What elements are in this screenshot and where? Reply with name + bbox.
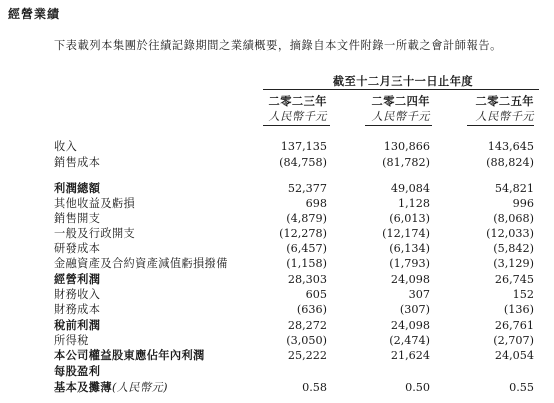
- cell-value-2025: 0.55: [509, 381, 534, 394]
- row-label: [54, 256, 228, 271]
- row-label-text: 銷售成本: [54, 156, 101, 169]
- cell-value-2023: (3,050): [286, 334, 327, 347]
- cell-value-2024: 1,128: [397, 197, 430, 210]
- cell-value-2025: 26,745: [494, 273, 534, 286]
- row-label-text: 基本及攤薄: [54, 380, 112, 394]
- row-label: [54, 364, 100, 379]
- table-row-selling-expenses: [54, 211, 534, 226]
- table-row-revenue: [54, 139, 534, 154]
- cell-value-2025: 24,054: [494, 349, 534, 362]
- row-label-text: 財務成本: [54, 303, 101, 316]
- cell-value-2024: (1,793): [389, 257, 430, 270]
- cell-value-2023: 0.58: [302, 381, 327, 394]
- cell-value-2025: (136): [503, 303, 534, 316]
- row-label: [54, 380, 168, 395]
- cell-value-2023: 137,135: [280, 140, 327, 153]
- year-header-2024: 二零二四年: [371, 94, 430, 108]
- cell-value-2024: (12,174): [382, 227, 430, 240]
- table-row-eps-heading: [54, 364, 534, 379]
- table-row-rd-costs: [54, 241, 534, 256]
- cell-value-2024: 24,098: [390, 319, 430, 332]
- row-label: [54, 155, 100, 170]
- table-row-profit-before-tax: [54, 318, 534, 333]
- cell-value-2025: 26,761: [494, 319, 534, 332]
- table-row-operating-profit: [54, 272, 534, 287]
- column-rule-2024: [365, 125, 432, 126]
- cell-value-2025: 152: [512, 288, 534, 301]
- unit-header-2023: 人民幣千元: [268, 110, 327, 123]
- cell-value-2023: 25,222: [287, 349, 327, 362]
- cell-value-2025: (5,842): [493, 242, 534, 255]
- section-title: 經營業績: [8, 7, 61, 21]
- row-label-text: 財務收入: [54, 288, 101, 301]
- column-rule-2025: [467, 125, 534, 126]
- unit-header-2024: 人民幣千元: [371, 110, 430, 123]
- cell-value-2024: (81,782): [382, 156, 430, 169]
- cell-value-2025: 143,645: [487, 140, 534, 153]
- row-label: [54, 211, 100, 226]
- column-rule-2023: [263, 125, 330, 126]
- period-header: 截至十二月三十一日止年度: [332, 74, 474, 88]
- row-label-text: 銷售開支: [54, 212, 101, 225]
- cell-value-2024: (6,134): [389, 242, 430, 255]
- row-label: [54, 287, 100, 302]
- row-label: [54, 181, 100, 196]
- row-label: [54, 333, 89, 348]
- table-row-finance-costs: [54, 302, 534, 317]
- row-label-text: 金融資產及合約資產減值虧損撥備: [54, 257, 228, 270]
- row-label-text: 收入: [54, 140, 78, 153]
- row-label-text: 經營利潤: [54, 272, 101, 286]
- unit-header-2025: 人民幣千元: [475, 110, 534, 123]
- cell-value-2023: 28,303: [287, 273, 327, 286]
- row-label: [54, 241, 100, 256]
- row-label-text: 研發成本: [54, 242, 101, 255]
- row-label: [54, 196, 135, 211]
- cell-value-2025: (88,824): [486, 156, 534, 169]
- row-label: [54, 226, 135, 241]
- cell-value-2023: (636): [296, 303, 327, 316]
- cell-value-2024: (6,013): [389, 212, 430, 225]
- row-label: [54, 272, 100, 287]
- cell-value-2024: 0.50: [405, 381, 430, 394]
- cell-value-2024: 49,084: [390, 182, 430, 195]
- row-label: [54, 318, 100, 333]
- row-label-text: 本公司權益股東應佔年內利潤: [54, 348, 205, 362]
- cell-value-2025: (8,068): [493, 212, 534, 225]
- table-row-other-gains-losses: [54, 196, 534, 211]
- table-row-impairment-provision: [54, 256, 534, 271]
- row-label-text: 利潤總額: [54, 181, 101, 195]
- cell-value-2025: (3,129): [493, 257, 534, 270]
- row-label: [54, 139, 77, 154]
- table-row-finance-income: [54, 287, 534, 302]
- cell-value-2023: 28,272: [287, 319, 327, 332]
- cell-value-2023: (4,879): [286, 212, 327, 225]
- table-row-profit-attributable: [54, 348, 534, 363]
- row-label-text: 每股盈利: [54, 364, 101, 378]
- row-label: [54, 302, 100, 317]
- year-header-2025: 二零二五年: [475, 94, 534, 108]
- year-header-2023: 二零二三年: [268, 94, 327, 108]
- cell-value-2025: (2,707): [493, 334, 534, 347]
- cell-value-2023: 605: [305, 288, 327, 301]
- table-row-admin-expenses: [54, 226, 534, 241]
- cell-value-2023: 52,377: [287, 182, 327, 195]
- cell-value-2023: (12,278): [279, 227, 327, 240]
- cell-value-2023: (6,457): [286, 242, 327, 255]
- cell-value-2024: 24,098: [390, 273, 430, 286]
- row-label-text: 所得稅: [54, 334, 89, 347]
- cell-value-2025: 54,821: [494, 182, 534, 195]
- cell-value-2024: (2,474): [389, 334, 430, 347]
- table-row-income-tax: [54, 333, 534, 348]
- cell-value-2024: 130,866: [383, 140, 430, 153]
- table-row-cost-of-sales: [54, 155, 534, 170]
- cell-value-2025: (12,033): [486, 227, 534, 240]
- period-header-rule: [263, 89, 539, 90]
- row-label: [54, 348, 205, 363]
- table-row-eps-basic-diluted: [54, 380, 534, 395]
- cell-value-2024: 21,624: [390, 349, 430, 362]
- row-label-text: 一般及行政開支: [54, 227, 136, 240]
- cell-value-2024: 307: [408, 288, 430, 301]
- cell-value-2023: 698: [305, 197, 327, 210]
- intro-paragraph: 下表載列本集團於往績記錄期間之業績概要，摘錄自本文件附錄一所載之會計師報告。: [54, 39, 502, 52]
- cell-value-2023: (84,758): [279, 156, 327, 169]
- row-label-text: 稅前利潤: [54, 318, 101, 332]
- cell-value-2023: (1,158): [286, 257, 327, 270]
- row-label-unit-note: (人民幣元): [111, 381, 168, 394]
- cell-value-2024: (307): [399, 303, 430, 316]
- cell-value-2025: 996: [512, 197, 534, 210]
- row-label-text: 其他收益及虧損: [54, 197, 136, 210]
- table-row-gross-profit: [54, 181, 534, 196]
